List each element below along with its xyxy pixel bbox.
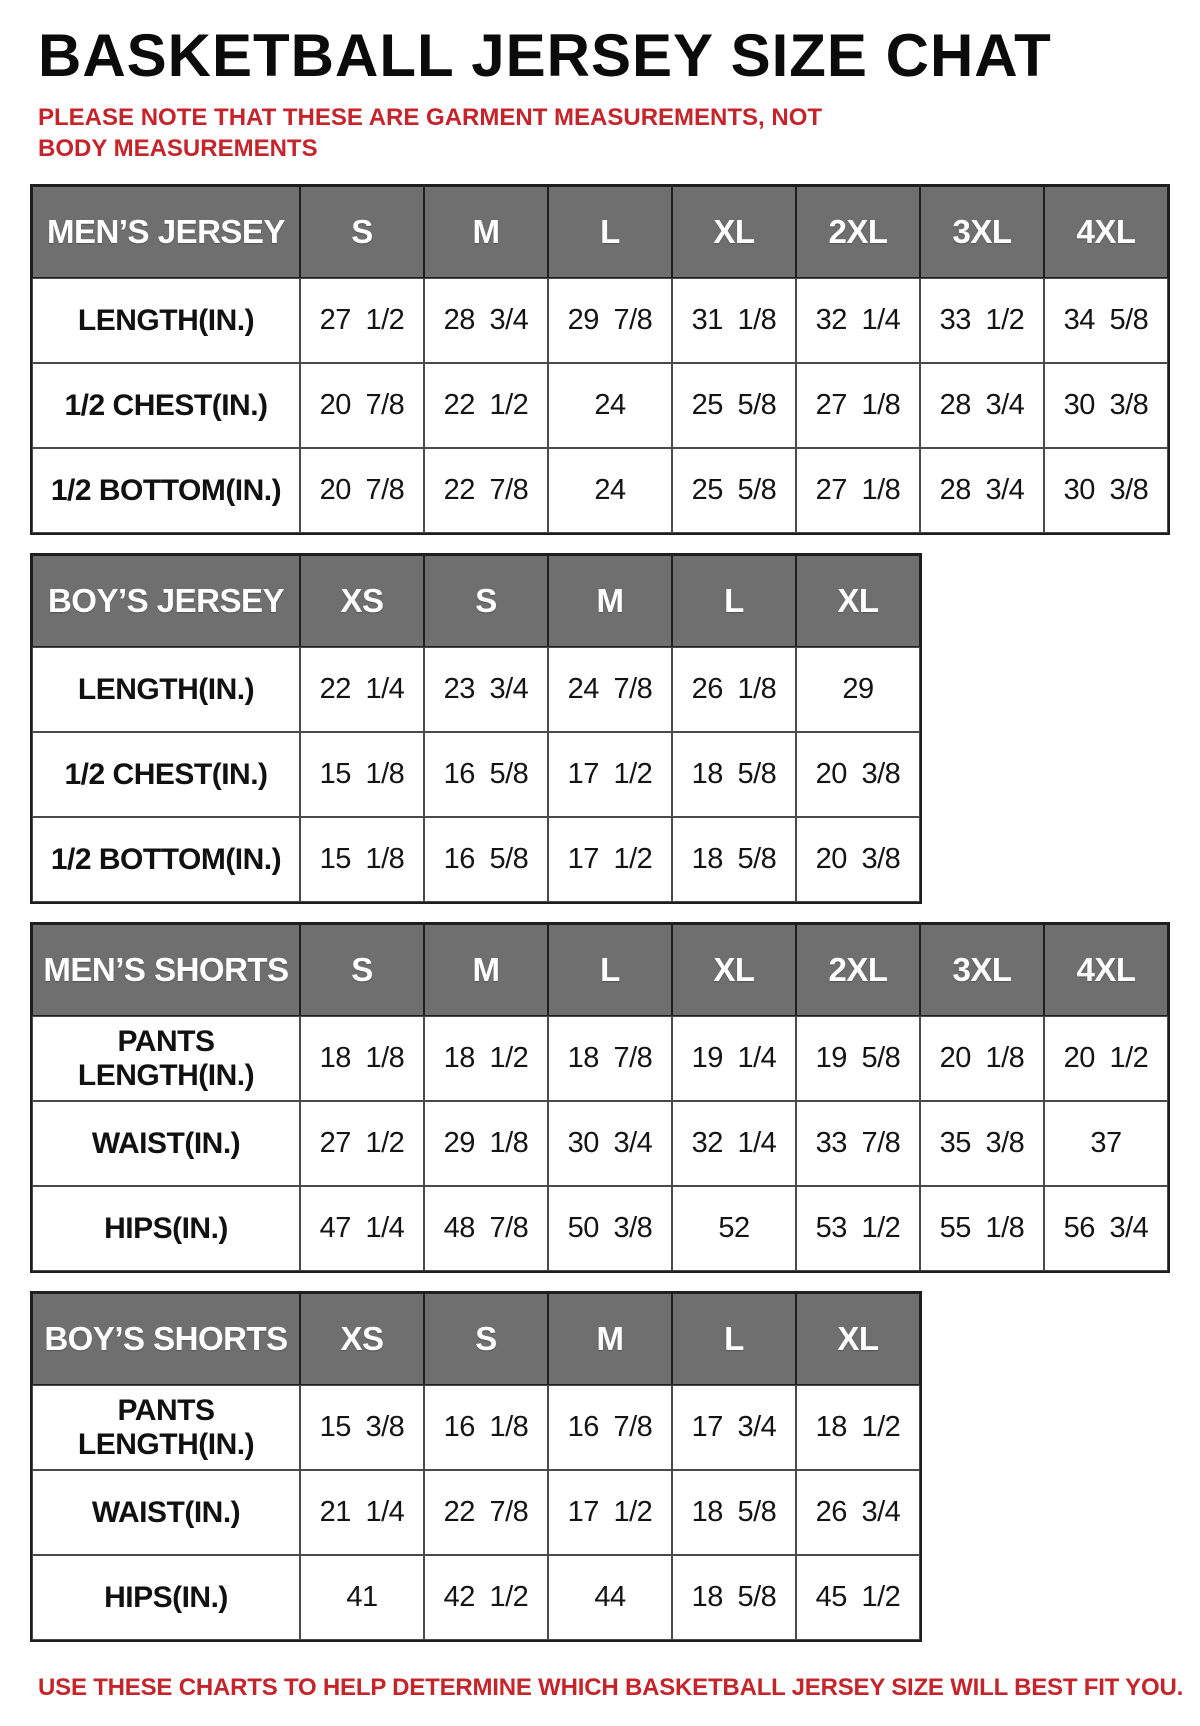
- value-cell: 44: [548, 1555, 672, 1640]
- value-cell: 24: [548, 448, 672, 533]
- value-cell: 22 7/8: [424, 448, 548, 533]
- value-cell: 20 7/8: [300, 363, 424, 448]
- value-cell: 32 1/4: [796, 278, 920, 363]
- value-cell: 27 1/2: [300, 278, 424, 363]
- value-cell: 18 1/8: [300, 1016, 424, 1101]
- value-cell: 22 1/4: [300, 647, 424, 732]
- value-cell: 55 1/8: [920, 1186, 1044, 1271]
- table-title: BOY’S SHORTS: [32, 1293, 300, 1385]
- value-cell: 25 5/8: [672, 448, 796, 533]
- value-cell: 20 1/8: [920, 1016, 1044, 1101]
- row-label: PANTS LENGTH(IN.): [32, 1016, 300, 1101]
- value-cell: 20 7/8: [300, 448, 424, 533]
- garment-measurements-note: PLEASE NOTE THAT THESE ARE GARMENT MEASUREMENTS, NOT BODY MEASUREMENTS: [38, 104, 823, 163]
- value-cell: 37: [1044, 1101, 1168, 1186]
- value-cell: 30 3/4: [548, 1101, 672, 1186]
- value-cell: 22 1/2: [424, 363, 548, 448]
- size-column-header: L: [548, 924, 672, 1016]
- value-cell: 18 7/8: [548, 1016, 672, 1101]
- value-cell: 17 1/2: [548, 817, 672, 902]
- value-cell: 29 1/8: [424, 1101, 548, 1186]
- value-cell: 34 5/8: [1044, 278, 1168, 363]
- size-column-header: M: [548, 555, 672, 647]
- row-label: 1/2 CHEST(IN.): [32, 732, 300, 817]
- size-table-mens-shorts: [30, 922, 1170, 1273]
- value-cell: 22 7/8: [424, 1470, 548, 1555]
- value-cell: 15 1/8: [300, 817, 424, 902]
- size-column-header: XL: [672, 186, 796, 278]
- size-column-header: S: [424, 1293, 548, 1385]
- size-column-header: M: [424, 924, 548, 1016]
- value-cell: 18 5/8: [672, 1555, 796, 1640]
- value-cell: 41: [300, 1555, 424, 1640]
- size-column-header: 2XL: [796, 186, 920, 278]
- row-label: PANTS LENGTH(IN.): [32, 1385, 300, 1470]
- size-column-header: XL: [672, 924, 796, 1016]
- value-cell: 31 1/8: [672, 278, 796, 363]
- size-column-header: XL: [796, 1293, 920, 1385]
- value-cell: 15 1/8: [300, 732, 424, 817]
- value-cell: 16 7/8: [548, 1385, 672, 1470]
- size-column-header: 3XL: [920, 186, 1044, 278]
- value-cell: 24 7/8: [548, 647, 672, 732]
- value-cell: 17 3/4: [672, 1385, 796, 1470]
- fit-advice-footer: USE THESE CHARTS TO HELP DETERMINE WHICH BASKETBALL JERSEY SIZE WILL BEST FIT YOU.: [38, 1674, 1184, 1702]
- value-cell: 32 1/4: [672, 1101, 796, 1186]
- table-title: MEN’S SHORTS: [32, 924, 300, 1016]
- row-label: HIPS(IN.): [32, 1186, 300, 1271]
- table-title: MEN’S JERSEY: [32, 186, 300, 278]
- value-cell: 18 1/2: [424, 1016, 548, 1101]
- value-cell: 19 5/8: [796, 1016, 920, 1101]
- size-column-header: XS: [300, 555, 424, 647]
- row-label: WAIST(IN.): [32, 1101, 300, 1186]
- row-label: 1/2 BOTTOM(IN.): [32, 448, 300, 533]
- value-cell: 26 3/4: [796, 1470, 920, 1555]
- row-label: LENGTH(IN.): [32, 278, 300, 363]
- value-cell: 27 1/8: [796, 363, 920, 448]
- value-cell: 33 1/2: [920, 278, 1044, 363]
- value-cell: 16 5/8: [424, 817, 548, 902]
- value-cell: 50 3/8: [548, 1186, 672, 1271]
- size-tables: [30, 184, 1200, 1642]
- value-cell: 15 3/8: [300, 1385, 424, 1470]
- value-cell: 17 1/2: [548, 732, 672, 817]
- value-cell: 42 1/2: [424, 1555, 548, 1640]
- value-cell: 18 5/8: [672, 1470, 796, 1555]
- size-column-header: 4XL: [1044, 186, 1168, 278]
- value-cell: 20 3/8: [796, 817, 920, 902]
- size-column-header: L: [672, 555, 796, 647]
- value-cell: 53 1/2: [796, 1186, 920, 1271]
- value-cell: 29 7/8: [548, 278, 672, 363]
- value-cell: 27 1/2: [300, 1101, 424, 1186]
- size-column-header: 3XL: [920, 924, 1044, 1016]
- row-label: LENGTH(IN.): [32, 647, 300, 732]
- value-cell: 21 1/4: [300, 1470, 424, 1555]
- value-cell: 30 3/8: [1044, 448, 1168, 533]
- value-cell: 28 3/4: [920, 448, 1044, 533]
- value-cell: 18 5/8: [672, 817, 796, 902]
- value-cell: 18 5/8: [672, 732, 796, 817]
- size-column-header: L: [672, 1293, 796, 1385]
- value-cell: 56 3/4: [1044, 1186, 1168, 1271]
- value-cell: 25 5/8: [672, 363, 796, 448]
- size-table-mens-jersey: [30, 184, 1170, 535]
- page-title: BASKETBALL JERSEY SIZE CHAT: [38, 22, 1052, 89]
- value-cell: 16 5/8: [424, 732, 548, 817]
- value-cell: 26 1/8: [672, 647, 796, 732]
- value-cell: 16 1/8: [424, 1385, 548, 1470]
- size-column-header: M: [424, 186, 548, 278]
- row-label: HIPS(IN.): [32, 1555, 300, 1640]
- size-column-header: XL: [796, 555, 920, 647]
- size-table-boys-shorts: [30, 1291, 922, 1642]
- size-column-header: S: [300, 186, 424, 278]
- size-column-header: XS: [300, 1293, 424, 1385]
- value-cell: 23 3/4: [424, 647, 548, 732]
- value-cell: 28 3/4: [920, 363, 1044, 448]
- value-cell: 52: [672, 1186, 796, 1271]
- size-column-header: L: [548, 186, 672, 278]
- value-cell: 24: [548, 363, 672, 448]
- value-cell: 27 1/8: [796, 448, 920, 533]
- value-cell: 29: [796, 647, 920, 732]
- value-cell: 45 1/2: [796, 1555, 920, 1640]
- row-label: WAIST(IN.): [32, 1470, 300, 1555]
- value-cell: 33 7/8: [796, 1101, 920, 1186]
- value-cell: 48 7/8: [424, 1186, 548, 1271]
- value-cell: 47 1/4: [300, 1186, 424, 1271]
- size-column-header: 4XL: [1044, 924, 1168, 1016]
- size-column-header: S: [424, 555, 548, 647]
- size-column-header: M: [548, 1293, 672, 1385]
- value-cell: 28 3/4: [424, 278, 548, 363]
- size-column-header: S: [300, 924, 424, 1016]
- value-cell: 19 1/4: [672, 1016, 796, 1101]
- value-cell: 20 3/8: [796, 732, 920, 817]
- value-cell: 35 3/8: [920, 1101, 1044, 1186]
- value-cell: 17 1/2: [548, 1470, 672, 1555]
- value-cell: 20 1/2: [1044, 1016, 1168, 1101]
- table-title: BOY’S JERSEY: [32, 555, 300, 647]
- size-table-boys-jersey: [30, 553, 922, 904]
- size-column-header: 2XL: [796, 924, 920, 1016]
- row-label: 1/2 CHEST(IN.): [32, 363, 300, 448]
- row-label: 1/2 BOTTOM(IN.): [32, 817, 300, 902]
- value-cell: 18 1/2: [796, 1385, 920, 1470]
- value-cell: 30 3/8: [1044, 363, 1168, 448]
